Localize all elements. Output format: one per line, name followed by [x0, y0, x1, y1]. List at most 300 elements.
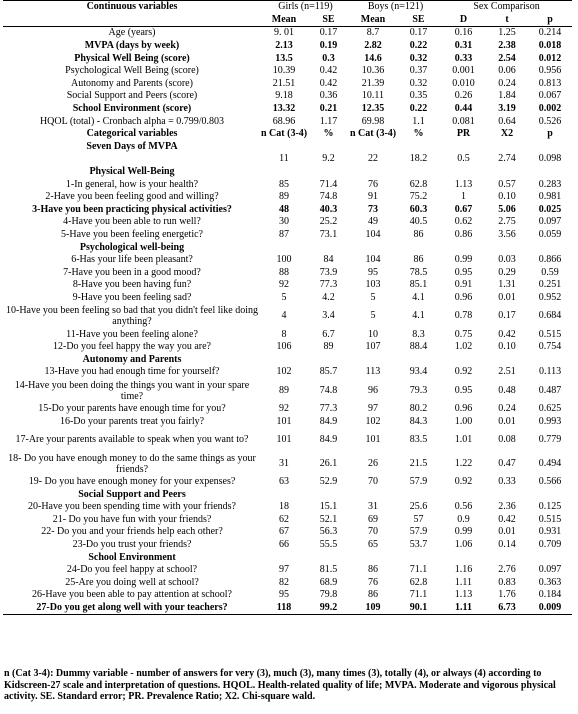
table-row [3, 78, 572, 91]
table-cell: 0.012 [538, 52, 562, 64]
empty-cell [486, 488, 528, 501]
table-cell: 0.17 [409, 27, 428, 39]
table-cell: 31 [368, 501, 378, 513]
table-cell: 97 [368, 402, 378, 414]
table-cell: 0.99 [454, 526, 473, 538]
column-header: p [528, 14, 572, 27]
table-row [3, 589, 572, 602]
table-cell: 2.51 [498, 366, 516, 378]
sex-comparison-header: Sex Comparison [441, 1, 572, 14]
table-cell: 0.14 [498, 539, 516, 551]
table-cell: 21.39 [361, 77, 385, 89]
row-label: 11-Have you been feeling alone? [66, 328, 198, 340]
table-cell: 62 [279, 513, 289, 525]
empty-cell [528, 166, 572, 179]
table-row [3, 428, 572, 452]
table-cell: 0.952 [538, 291, 562, 303]
table-cell: 71.1 [409, 589, 428, 601]
table-cell: 103 [365, 279, 381, 291]
table-cell: 0.83 [498, 576, 516, 588]
table-cell: 0.009 [528, 602, 572, 615]
table-cell: 84 [323, 254, 334, 266]
table-cell: 0.95 [454, 384, 473, 396]
girls-group-header: Girls (n=119) [261, 1, 350, 14]
table-cell: 74.8 [319, 191, 338, 203]
table-row [3, 501, 572, 514]
table-row [3, 602, 572, 615]
table-cell: 83.5 [409, 433, 428, 445]
empty-cell [307, 141, 350, 154]
row-label: 21- Do you have fun with your friends? [52, 513, 212, 525]
table-cell: 0.67 [454, 203, 473, 215]
table-cell: 102 [365, 415, 381, 427]
row-label: 17-Are your parents available to speak when you want to? [15, 434, 249, 446]
table-cell: 90.1 [396, 602, 441, 615]
empty-cell [261, 551, 307, 564]
table-cell: 0.956 [538, 65, 562, 77]
table-cell: 0.92 [454, 366, 473, 378]
column-header-row [3, 14, 572, 27]
table-cell: 79.3 [409, 384, 428, 396]
table-cell: 0.125 [538, 501, 562, 513]
table-cell: 2.75 [498, 216, 516, 228]
section-heading-row [3, 353, 572, 366]
row-label: 9-Have you been feeling sad? [72, 291, 192, 303]
table-cell: 2.76 [498, 564, 516, 576]
table-cell: 0.487 [538, 384, 562, 396]
table-row [3, 292, 572, 305]
table-cell: 76 [368, 178, 378, 190]
table-cell: 104 [365, 228, 381, 240]
table-row [3, 564, 572, 577]
empty-cell [350, 551, 396, 564]
table-cell: 0.96 [454, 402, 473, 414]
table-cell: 96 [368, 384, 378, 396]
group-header-row [3, 1, 572, 14]
table-cell: 1.11 [454, 576, 473, 588]
table-cell: 0.42 [319, 65, 338, 77]
table-cell: 1.11 [441, 602, 486, 615]
table-cell: 68.96 [272, 115, 296, 127]
table-cell: 0.17 [498, 310, 516, 322]
table-row [3, 115, 572, 128]
table-cell: 52.1 [319, 513, 338, 525]
empty-cell [261, 166, 307, 179]
table-cell: 0.813 [538, 77, 562, 89]
table-cell: 26.1 [319, 457, 338, 469]
empty-cell [396, 141, 441, 154]
table-cell: 0.24 [498, 402, 516, 414]
table-cell: 0.993 [538, 415, 562, 427]
empty-cell [350, 488, 396, 501]
row-label: 18- Do you have enough money to do the same things as your friends? [8, 452, 256, 475]
table-cell: 0.03 [498, 254, 516, 266]
table-row [3, 341, 572, 354]
column-header: SE [396, 14, 441, 27]
column-header: Mean [261, 14, 307, 27]
categorical-title: Categorical variables [86, 128, 178, 140]
section-heading-row [3, 488, 572, 501]
table-cell: 8.7 [366, 27, 380, 39]
table-cell: 53.7 [409, 539, 428, 551]
row-label: 20-Have you been spending time with your friends? [27, 501, 236, 513]
table-cell: 86 [368, 589, 378, 601]
table-cell: 14.6 [364, 52, 382, 64]
row-label: School Environment (score) [72, 103, 192, 115]
table-cell: 5 [281, 291, 287, 303]
table-cell: 71.4 [319, 178, 338, 190]
table-cell: 1.13 [454, 178, 473, 190]
column-header: PR [456, 128, 471, 140]
table-cell: 1.1 [412, 115, 425, 127]
table-cell: 40.3 [319, 203, 338, 215]
table-cell: 10 [368, 328, 378, 340]
table-cell: 0.113 [538, 366, 562, 378]
empty-cell [441, 141, 486, 154]
table-cell: 0.10 [498, 341, 516, 353]
table-row [3, 366, 572, 379]
empty-cell [350, 241, 396, 254]
row-label: MVPA (days by week) [84, 40, 180, 52]
table-cell: 56.3 [319, 526, 338, 538]
row-label: 27-Do you get along well with your teachers? [3, 602, 261, 615]
table-cell: 0.067 [538, 90, 562, 102]
table-cell: 0.22 [409, 103, 428, 115]
table-cell: 77.3 [319, 402, 338, 414]
section-heading: Autonomy and Parents [82, 353, 182, 365]
table-cell: 1.25 [498, 27, 516, 39]
table-cell: 101 [276, 433, 292, 445]
empty-cell [307, 488, 350, 501]
table-cell: 71.1 [409, 564, 428, 576]
table-cell: 89 [323, 341, 334, 353]
table-cell: 82 [279, 576, 289, 588]
column-header: D [441, 14, 486, 27]
table-cell: 84.9 [319, 415, 338, 427]
table-cell: 84.3 [409, 415, 428, 427]
table-cell: 1.13 [454, 589, 473, 601]
empty-cell [441, 551, 486, 564]
table-cell: 73.1 [319, 228, 338, 240]
row-label: 12-Do you feel happy the way you are? [53, 341, 211, 353]
empty-cell [528, 141, 572, 154]
table-cell: 0.097 [538, 216, 562, 228]
section-heading-row [3, 166, 572, 179]
table-cell: 4.2 [322, 291, 335, 303]
table-cell: 0.025 [538, 203, 562, 215]
table-cell: 87 [279, 228, 289, 240]
table-cell: 0.010 [452, 77, 475, 89]
table-cell: 0.3 [322, 52, 335, 64]
row-label: 6-Has your life been pleasant? [71, 254, 193, 266]
table-cell: 0.95 [454, 266, 473, 278]
table-row [3, 40, 572, 53]
empty-cell [350, 141, 396, 154]
column-header: p [547, 128, 553, 140]
continuous-title: Continuous variables [3, 1, 261, 14]
section-heading: Seven Days of MVPA [86, 140, 178, 152]
table-row [3, 379, 572, 403]
table-cell: 0.251 [538, 279, 562, 291]
table-cell: 3.56 [498, 228, 516, 240]
table-cell: 25.6 [409, 501, 428, 513]
table-cell: 86 [413, 228, 424, 240]
table-cell: 0.33 [498, 476, 516, 488]
table-cell: 88.4 [409, 341, 428, 353]
table-row [3, 216, 572, 229]
table-cell: 85.7 [319, 366, 338, 378]
table-cell: 1.84 [498, 90, 516, 102]
empty-cell [528, 488, 572, 501]
table-cell: 4 [281, 310, 287, 322]
table-cell: 0.018 [538, 40, 562, 52]
table-cell: 109 [350, 602, 396, 615]
row-label: Psychological Well Being (score) [65, 65, 199, 77]
table-cell: 1.02 [454, 341, 473, 353]
table-row [3, 304, 572, 328]
table-cell: 55.5 [319, 539, 338, 551]
row-label: 25-Are you doing well at school? [65, 576, 199, 588]
table-cell: 49 [368, 216, 378, 228]
table-cell: 60.3 [409, 203, 428, 215]
table-cell: 73.9 [319, 266, 338, 278]
table-cell: 48 [279, 203, 289, 215]
table-cell: 78.5 [409, 266, 428, 278]
table-cell: 65 [368, 539, 378, 551]
empty-cell [396, 551, 441, 564]
table-row [3, 204, 572, 217]
empty-cell [261, 241, 307, 254]
row-label: 22- Do you and your friends help each other? [41, 526, 223, 538]
table-cell: 0.44 [454, 103, 473, 115]
empty-cell [441, 166, 486, 179]
row-label: 16-Do your parents treat you fairly? [59, 415, 205, 427]
table-cell: 0.001 [452, 65, 475, 77]
table-cell: 13.32 [272, 103, 296, 115]
table-cell: 67 [279, 526, 289, 538]
table-cell: 1.31 [498, 279, 516, 291]
empty-cell [486, 141, 528, 154]
table-cell: 73 [368, 203, 378, 215]
empty-cell [350, 166, 396, 179]
table-cell: 77.3 [319, 279, 338, 291]
table-row [3, 328, 572, 341]
table-cell: 69.98 [361, 115, 385, 127]
row-label: 15-Do your parents have enough time for you? [38, 402, 226, 414]
table-cell: 0.42 [498, 328, 516, 340]
table-row [3, 153, 572, 166]
table-cell: 113 [365, 366, 381, 378]
table-cell: 91 [368, 191, 378, 203]
table-cell: 0.779 [538, 433, 562, 445]
empty-cell [486, 166, 528, 179]
table-cell: 25.2 [319, 216, 338, 228]
empty-cell [528, 241, 572, 254]
table-cell: 6.73 [486, 602, 528, 615]
table-cell: 0.059 [538, 228, 562, 240]
table-row [3, 415, 572, 428]
table-cell: 0.96 [454, 291, 473, 303]
table-cell: 9. 01 [274, 27, 294, 39]
table-cell: 5.06 [498, 203, 516, 215]
table-cell: 0.709 [538, 539, 562, 551]
empty-cell [261, 488, 307, 501]
table-cell: 68.9 [319, 576, 338, 588]
table-cell: 0.56 [454, 501, 473, 513]
table-cell: 95 [279, 589, 289, 601]
table-cell: 0.35 [409, 90, 428, 102]
table-row [3, 191, 572, 204]
table-cell: 92 [279, 279, 289, 291]
table-cell: 0.57 [498, 178, 516, 190]
table-cell: 2.74 [498, 153, 516, 165]
empty-cell [441, 241, 486, 254]
table-row [3, 279, 572, 292]
table-cell: 0.78 [454, 310, 473, 322]
empty-cell [486, 241, 528, 254]
table-cell: 10.36 [361, 65, 385, 77]
column-header: Mean [350, 14, 396, 27]
table-row [3, 452, 572, 476]
table-cell: 0.48 [498, 384, 516, 396]
table-cell: 1.06 [454, 539, 473, 551]
row-label: 3-Have you been practicing physical activities? [32, 203, 232, 215]
table-cell: 9.2 [322, 153, 335, 165]
table-cell: 1 [461, 191, 466, 203]
table-cell: 0.92 [454, 476, 473, 488]
row-label: 23-Do you trust your friends? [72, 539, 192, 551]
table-cell: 4.1 [412, 310, 425, 322]
table-cell: 10.11 [361, 90, 385, 102]
empty-cell [350, 353, 396, 366]
table-cell: 21.5 [409, 457, 428, 469]
categorical-header-row [3, 128, 572, 141]
table-cell: 13.5 [275, 52, 293, 64]
table-cell: 26 [368, 457, 378, 469]
row-label: 19- Do you have enough money for your expenses? [28, 476, 236, 488]
table-cell: 107 [365, 341, 381, 353]
table-cell: 1.16 [454, 564, 473, 576]
table-row [3, 526, 572, 539]
table-row [3, 577, 572, 590]
table-footnote: n (Cat 3-4): Dummy variable - number of answers for very (3), much (3), many times (3), totally (4), or always (4) according to Kidscreen-27 scale and interpretation of questions. HQOL. Health-related quality of life; MVPA. Moderate and vigorous physical activity. SE. Standard error; PR. Prevalence Ratio; X2. Chi-square wald. [4, 668, 556, 702]
table-cell: 85 [279, 178, 289, 190]
table-cell: 0.26 [454, 90, 473, 102]
table-cell: 0.214 [538, 27, 562, 39]
column-header: n Cat (3-4) [261, 128, 307, 140]
table-row [3, 103, 572, 116]
table-cell: 0.33 [454, 52, 473, 64]
table-cell: 101 [276, 415, 292, 427]
table-cell: 9.18 [275, 90, 293, 102]
table-cell: 0.22 [409, 40, 428, 52]
row-label: 2-Have you been feeling good and willing? [45, 191, 219, 203]
table-cell: 40.5 [409, 216, 428, 228]
empty-cell [441, 488, 486, 501]
table-cell: 85.1 [409, 279, 428, 291]
row-label: Autonomy and Parents (score) [71, 77, 193, 89]
row-label: 26-Have you been able to pay attention at school? [32, 589, 232, 601]
section-heading: School Environment [88, 551, 176, 563]
empty-cell [396, 488, 441, 501]
table-cell: 0.32 [409, 77, 428, 89]
table-cell: 89 [279, 191, 289, 203]
table-cell: 3.4 [322, 310, 335, 322]
table-row [3, 403, 572, 416]
section-heading: Physical Well-Being [89, 166, 175, 178]
table-cell: 0.684 [538, 310, 562, 322]
table-cell: 106 [276, 341, 292, 353]
row-label: 24-Do you feel happy at school? [66, 564, 198, 576]
table-cell: 31 [279, 457, 289, 469]
table-cell: 62.8 [409, 178, 428, 190]
empty-cell [307, 241, 350, 254]
table-cell: 0.29 [498, 266, 516, 278]
table-cell: 0.363 [538, 576, 562, 588]
table-cell: 0.16 [454, 27, 473, 39]
table-cell: 0.01 [498, 415, 516, 427]
table-row [3, 65, 572, 78]
table-cell: 18.2 [409, 153, 428, 165]
empty-cell [396, 353, 441, 366]
empty-cell [307, 166, 350, 179]
table-cell: 30 [279, 216, 289, 228]
table-cell: 18 [279, 501, 289, 513]
table-row [3, 539, 572, 552]
table-cell: 10.39 [272, 65, 296, 77]
row-label: 10-Have you been feeling so bad that you didn't feel like doing anything? [5, 305, 258, 328]
table-cell: 0.42 [319, 77, 338, 89]
table-cell: 1.00 [454, 415, 473, 427]
table-cell: 0.931 [538, 526, 562, 538]
table-cell: 80.2 [409, 402, 428, 414]
empty-cell [307, 353, 350, 366]
table-cell: 0.06 [498, 65, 516, 77]
table-cell: 52.9 [319, 476, 338, 488]
table-cell: 66 [279, 539, 289, 551]
table-cell: 0.17 [319, 27, 338, 39]
table-cell: 2.82 [364, 40, 382, 52]
table-cell: 0.283 [538, 178, 562, 190]
table-cell: 57 [413, 513, 424, 525]
table-cell: 86 [368, 564, 378, 576]
table-row [3, 266, 572, 279]
row-label: 1-In general, how is your health? [65, 178, 199, 190]
table-cell: 0.01 [498, 291, 516, 303]
table-cell: 92 [279, 402, 289, 414]
row-label: 4-Have you been able to run well? [63, 216, 201, 228]
table-cell: 104 [365, 254, 381, 266]
table-cell: 0.981 [538, 191, 562, 203]
table-cell: 74.8 [319, 384, 338, 396]
row-label: Social Support and Peers (score) [66, 90, 198, 102]
section-heading: Psychological well-being [79, 241, 185, 253]
table-cell: 0.081 [452, 115, 475, 127]
table-cell: 99.2 [307, 602, 350, 615]
table-cell: 0.86 [454, 228, 473, 240]
table-cell: 69 [368, 513, 378, 525]
row-label: 8-Have you been having fun? [72, 279, 192, 291]
empty-cell [486, 551, 528, 564]
table-cell: 4.1 [412, 291, 425, 303]
table-cell: 0.184 [538, 589, 562, 601]
table-row [3, 178, 572, 191]
row-label [3, 153, 261, 166]
table-cell: 0.866 [538, 254, 562, 266]
table-cell: 0.62 [454, 216, 473, 228]
table-cell: 2.36 [498, 501, 516, 513]
table-cell: 0.21 [319, 103, 338, 115]
